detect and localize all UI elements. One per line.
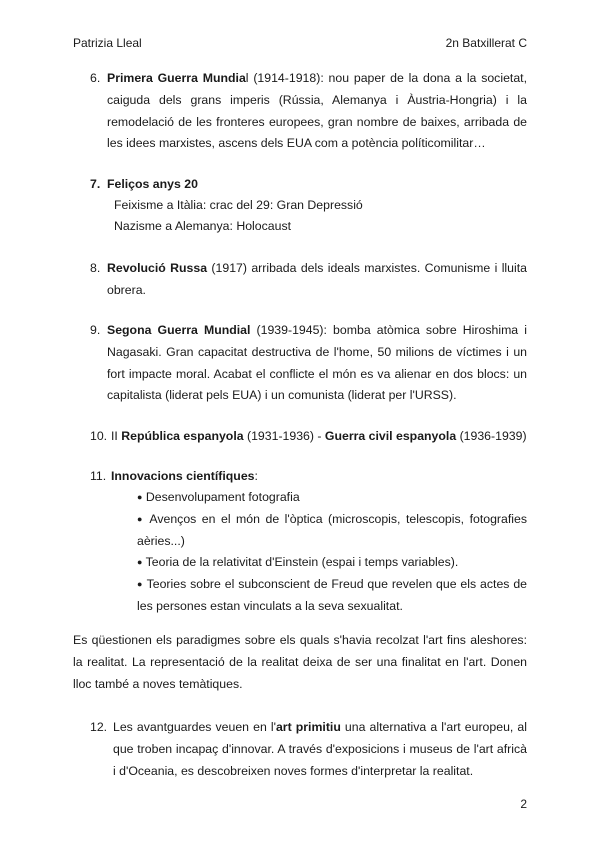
list-number: 12. xyxy=(90,720,108,734)
bullet-item: ● Teoria de la relativitat d'Einstein (espai i temps variables). xyxy=(137,555,459,570)
list-number: 6. xyxy=(90,71,101,85)
list-number: 10. xyxy=(90,429,108,443)
list-item-8 xyxy=(90,258,527,302)
bold-term: art primitiu xyxy=(275,720,341,734)
bold-term: Revolució Russa xyxy=(107,261,208,275)
sub-line-fascism: Feixisme a Itàlia: crac del 29: Gran Depressió xyxy=(114,198,363,212)
list-item-12 xyxy=(90,717,527,782)
bold-term: Feliços anys 20 xyxy=(107,177,198,191)
item-text: (1931-1936) - xyxy=(243,429,325,443)
item-text: l (1914-1918): nou paper de la dona a la societat, caiguda dels grans imperis (Rússia, Alemanya i Àustria-Hongria) i la remodelació de les fronteres europees, gran nombre de baixes, arribada de les idees marxistes, ascens dels EUA com a potència políticomilitar… xyxy=(107,71,527,151)
list-number: 7. xyxy=(90,177,101,191)
item-text: Les avantguardes veuen en l' xyxy=(113,720,276,734)
bold-term: Innovacions científiques xyxy=(111,469,255,483)
list-item-body xyxy=(111,426,527,448)
sub-line-nazism: Nazisme a Alemanya: Holocaust xyxy=(114,219,292,233)
list-item-body xyxy=(107,258,527,302)
item-text: (1917) arribada dels ideals marxistes. Comunisme i lluita obrera. xyxy=(107,261,527,297)
bullet-icon: ● xyxy=(137,557,143,568)
list-number: 11. xyxy=(90,469,107,483)
item-text: II xyxy=(111,429,122,443)
list-item-9 xyxy=(90,320,527,407)
header-course: 2n Batxillerat C xyxy=(445,36,527,50)
list-item-10 xyxy=(90,426,527,448)
item-text: (1939-1945): bomba atòmica sobre Hiroshima i Nagasaki. Gran capacitat destructiva de l'home, 50 milions de víctimes i un fort impacte moral. Acabat el conflicte el món es va alienar en dos blocs: un capitalista (liderat pels EUA) i un comunista (liderat per l'URSS). xyxy=(107,323,527,403)
item-text: : xyxy=(254,469,258,483)
list-item-body xyxy=(107,320,527,407)
bullet-item: ● Avenços en el món de l'òptica (microscopis, telescopis, fotografies aèries...) xyxy=(137,511,527,548)
bullet-item: ● Desenvolupament fotografia xyxy=(137,490,300,504)
list-item-body xyxy=(111,466,527,488)
list-item-7 xyxy=(90,174,527,196)
list-item-body xyxy=(113,717,527,782)
list-item-6 xyxy=(90,68,527,155)
bullet-icon: ● xyxy=(137,513,145,524)
bullet-list xyxy=(137,487,527,618)
item-text: (1936-1939) xyxy=(456,429,527,443)
header-author: Patrizia Lleal xyxy=(73,36,142,50)
bullet-icon: ● xyxy=(137,579,143,590)
item-text: una alternativa a l'art europeu, al que troben incapaç d'innovar. A través d'exposicions i museus de l'art africà i d'Oceania, es descobreixen noves formes d'interpretar la realitat. xyxy=(113,720,527,778)
bold-term: Segona Guerra Mundial xyxy=(107,323,251,337)
bold-term: República espanyola xyxy=(121,429,244,443)
bold-term: Guerra civil espanyola xyxy=(324,429,457,443)
list-item-body xyxy=(107,174,527,196)
list-number: 8. xyxy=(90,261,101,275)
list-item-11 xyxy=(90,466,527,488)
list-item-body xyxy=(107,68,527,155)
bullet-item: ● Teories sobre el subconscient de Freud que revelen que els actes de les persones estan vinculats a la seva sexualitat. xyxy=(137,577,527,613)
bold-term: Primera Guerra Mundia xyxy=(107,71,246,85)
page-number: 2 xyxy=(520,797,527,811)
bullet-icon: ● xyxy=(137,492,143,502)
body-paragraph: Es qüestionen els paradigmes sobre els quals s'havia recolzat l'art fins aleshores: la realitat. La representació de la realitat deixa de ser una finalitat en l'art. Donen lloc també a noves temàtiques. xyxy=(73,633,527,691)
list-number: 9. xyxy=(90,323,101,337)
